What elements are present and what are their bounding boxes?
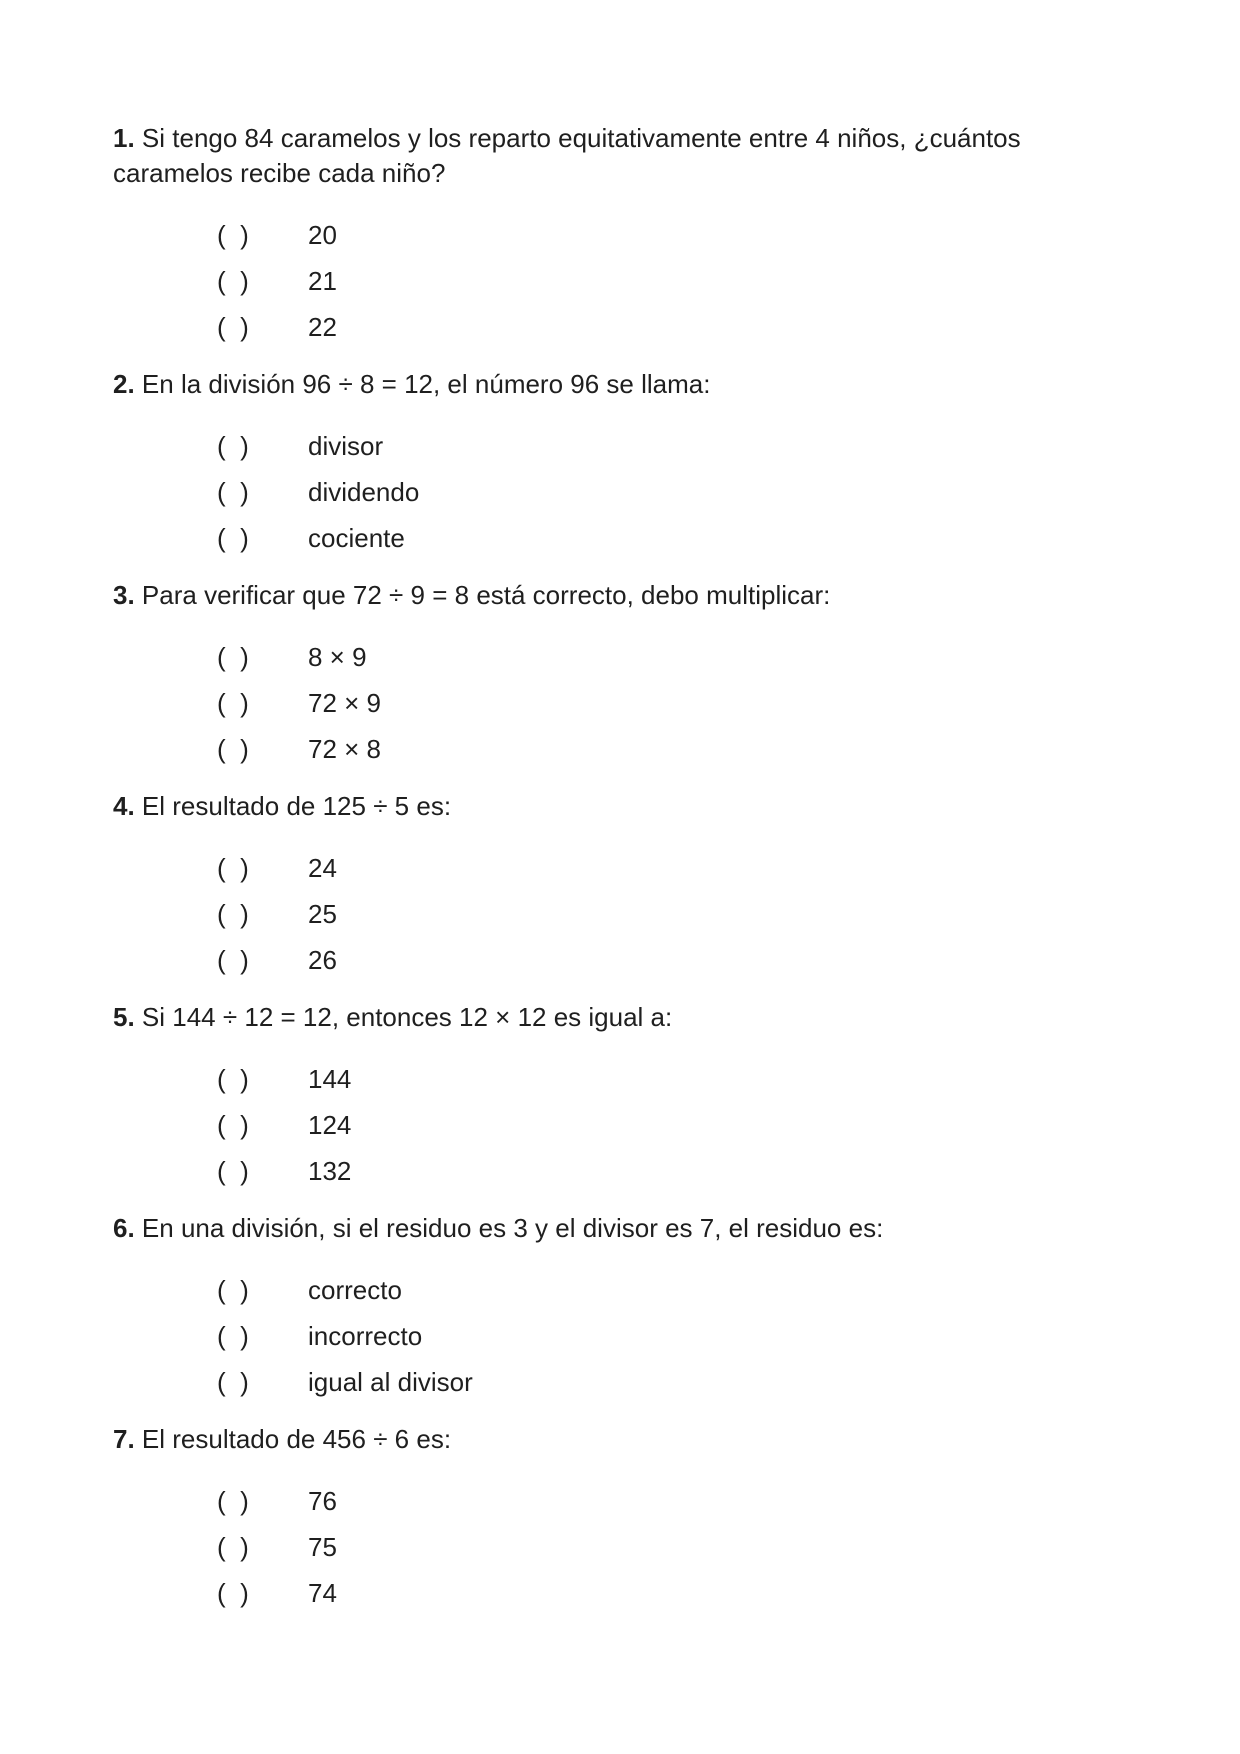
option-row	[113, 1273, 1128, 1308]
answer-parentheses: ( )	[217, 1064, 249, 1094]
option-label: 24	[308, 853, 337, 883]
answer-parentheses: ( )	[217, 642, 249, 672]
question-body: El resultado de 456 ÷ 6 es:	[141, 1424, 452, 1454]
option-label: 20	[308, 220, 337, 250]
question-block	[113, 1422, 1128, 1611]
option-label: 75	[308, 1532, 337, 1562]
option-row	[113, 1576, 1128, 1611]
option-row	[113, 732, 1128, 767]
option-label: 21	[308, 266, 337, 296]
option-label: incorrecto	[308, 1321, 423, 1351]
question-text	[113, 789, 1128, 824]
options-list	[113, 1484, 1128, 1611]
answer-parentheses: ( )	[217, 945, 249, 975]
answer-parentheses: ( )	[217, 688, 249, 718]
option-row	[113, 1154, 1128, 1189]
options-list	[113, 429, 1128, 556]
answer-parentheses: ( )	[217, 1367, 249, 1397]
option-row	[113, 686, 1128, 721]
question-text	[113, 367, 1128, 402]
question-body: El resultado de 125 ÷ 5 es:	[141, 791, 452, 821]
question-number: 1.	[113, 123, 135, 153]
option-row	[113, 897, 1128, 932]
option-row	[113, 640, 1128, 675]
question-body: Para verificar que 72 ÷ 9 = 8 está correcto, debo multiplicar:	[141, 580, 831, 610]
question-text	[113, 1422, 1128, 1457]
answer-parentheses: ( )	[217, 1275, 249, 1305]
question-block	[113, 367, 1128, 556]
options-list	[113, 1273, 1128, 1400]
option-label: 132	[308, 1156, 352, 1186]
option-row	[113, 1484, 1128, 1519]
question-block	[113, 1000, 1128, 1189]
question-text	[113, 1000, 1128, 1035]
option-row	[113, 218, 1128, 253]
question-block	[113, 578, 1128, 767]
question-number: 6.	[113, 1213, 135, 1243]
option-label: 74	[308, 1578, 337, 1608]
answer-parentheses: ( )	[217, 853, 249, 883]
question-number: 7.	[113, 1424, 135, 1454]
question-text	[113, 121, 1128, 191]
questions-list	[113, 121, 1128, 1611]
options-list	[113, 640, 1128, 767]
answer-parentheses: ( )	[217, 734, 249, 764]
options-list	[113, 218, 1128, 345]
option-label: 25	[308, 899, 337, 929]
option-row	[113, 429, 1128, 464]
answer-parentheses: ( )	[217, 1486, 249, 1516]
question-number: 4.	[113, 791, 135, 821]
option-label: 72 × 9	[308, 688, 382, 718]
option-label: cociente	[308, 523, 405, 553]
option-label: 144	[308, 1064, 352, 1094]
question-number: 5.	[113, 1002, 135, 1032]
option-label: 8 × 9	[308, 642, 367, 672]
answer-parentheses: ( )	[217, 220, 249, 250]
option-label: 72 × 8	[308, 734, 382, 764]
question-body: Si tengo 84 caramelos y los reparto equitativamente entre 4 niños, ¿cuántos caramelos recibe cada niño?	[113, 123, 1021, 188]
question-block	[113, 121, 1128, 345]
option-label: igual al divisor	[308, 1367, 473, 1397]
option-row	[113, 1108, 1128, 1143]
option-row	[113, 1530, 1128, 1565]
option-label: 76	[308, 1486, 337, 1516]
answer-parentheses: ( )	[217, 1532, 249, 1562]
question-body: Si 144 ÷ 12 = 12, entonces 12 × 12 es igual a:	[141, 1002, 673, 1032]
question-number: 3.	[113, 580, 135, 610]
option-row	[113, 310, 1128, 345]
question-number: 2.	[113, 369, 135, 399]
answer-parentheses: ( )	[217, 312, 249, 342]
answer-parentheses: ( )	[217, 1156, 249, 1186]
option-row	[113, 1319, 1128, 1354]
option-row	[113, 264, 1128, 299]
option-label: correcto	[308, 1275, 402, 1305]
option-label: dividendo	[308, 477, 420, 507]
answer-parentheses: ( )	[217, 431, 249, 461]
option-label: divisor	[308, 431, 384, 461]
answer-parentheses: ( )	[217, 1578, 249, 1608]
option-row	[113, 521, 1128, 556]
options-list	[113, 851, 1128, 978]
answer-parentheses: ( )	[217, 523, 249, 553]
option-row	[113, 475, 1128, 510]
question-body: En la división 96 ÷ 8 = 12, el número 96 se llama:	[141, 369, 711, 399]
option-row	[113, 851, 1128, 886]
answer-parentheses: ( )	[217, 1110, 249, 1140]
option-label: 26	[308, 945, 337, 975]
answer-parentheses: ( )	[217, 1321, 249, 1351]
question-text	[113, 1211, 1128, 1246]
question-text	[113, 578, 1128, 613]
answer-parentheses: ( )	[217, 899, 249, 929]
option-row	[113, 1062, 1128, 1097]
option-row	[113, 943, 1128, 978]
question-body: En una división, si el residuo es 3 y el divisor es 7, el residuo es:	[141, 1213, 884, 1243]
option-label: 124	[308, 1110, 352, 1140]
question-block	[113, 1211, 1128, 1400]
option-row	[113, 1365, 1128, 1400]
answer-parentheses: ( )	[217, 266, 249, 296]
question-block	[113, 789, 1128, 978]
answer-parentheses: ( )	[217, 477, 249, 507]
option-label: 22	[308, 312, 337, 342]
options-list	[113, 1062, 1128, 1189]
